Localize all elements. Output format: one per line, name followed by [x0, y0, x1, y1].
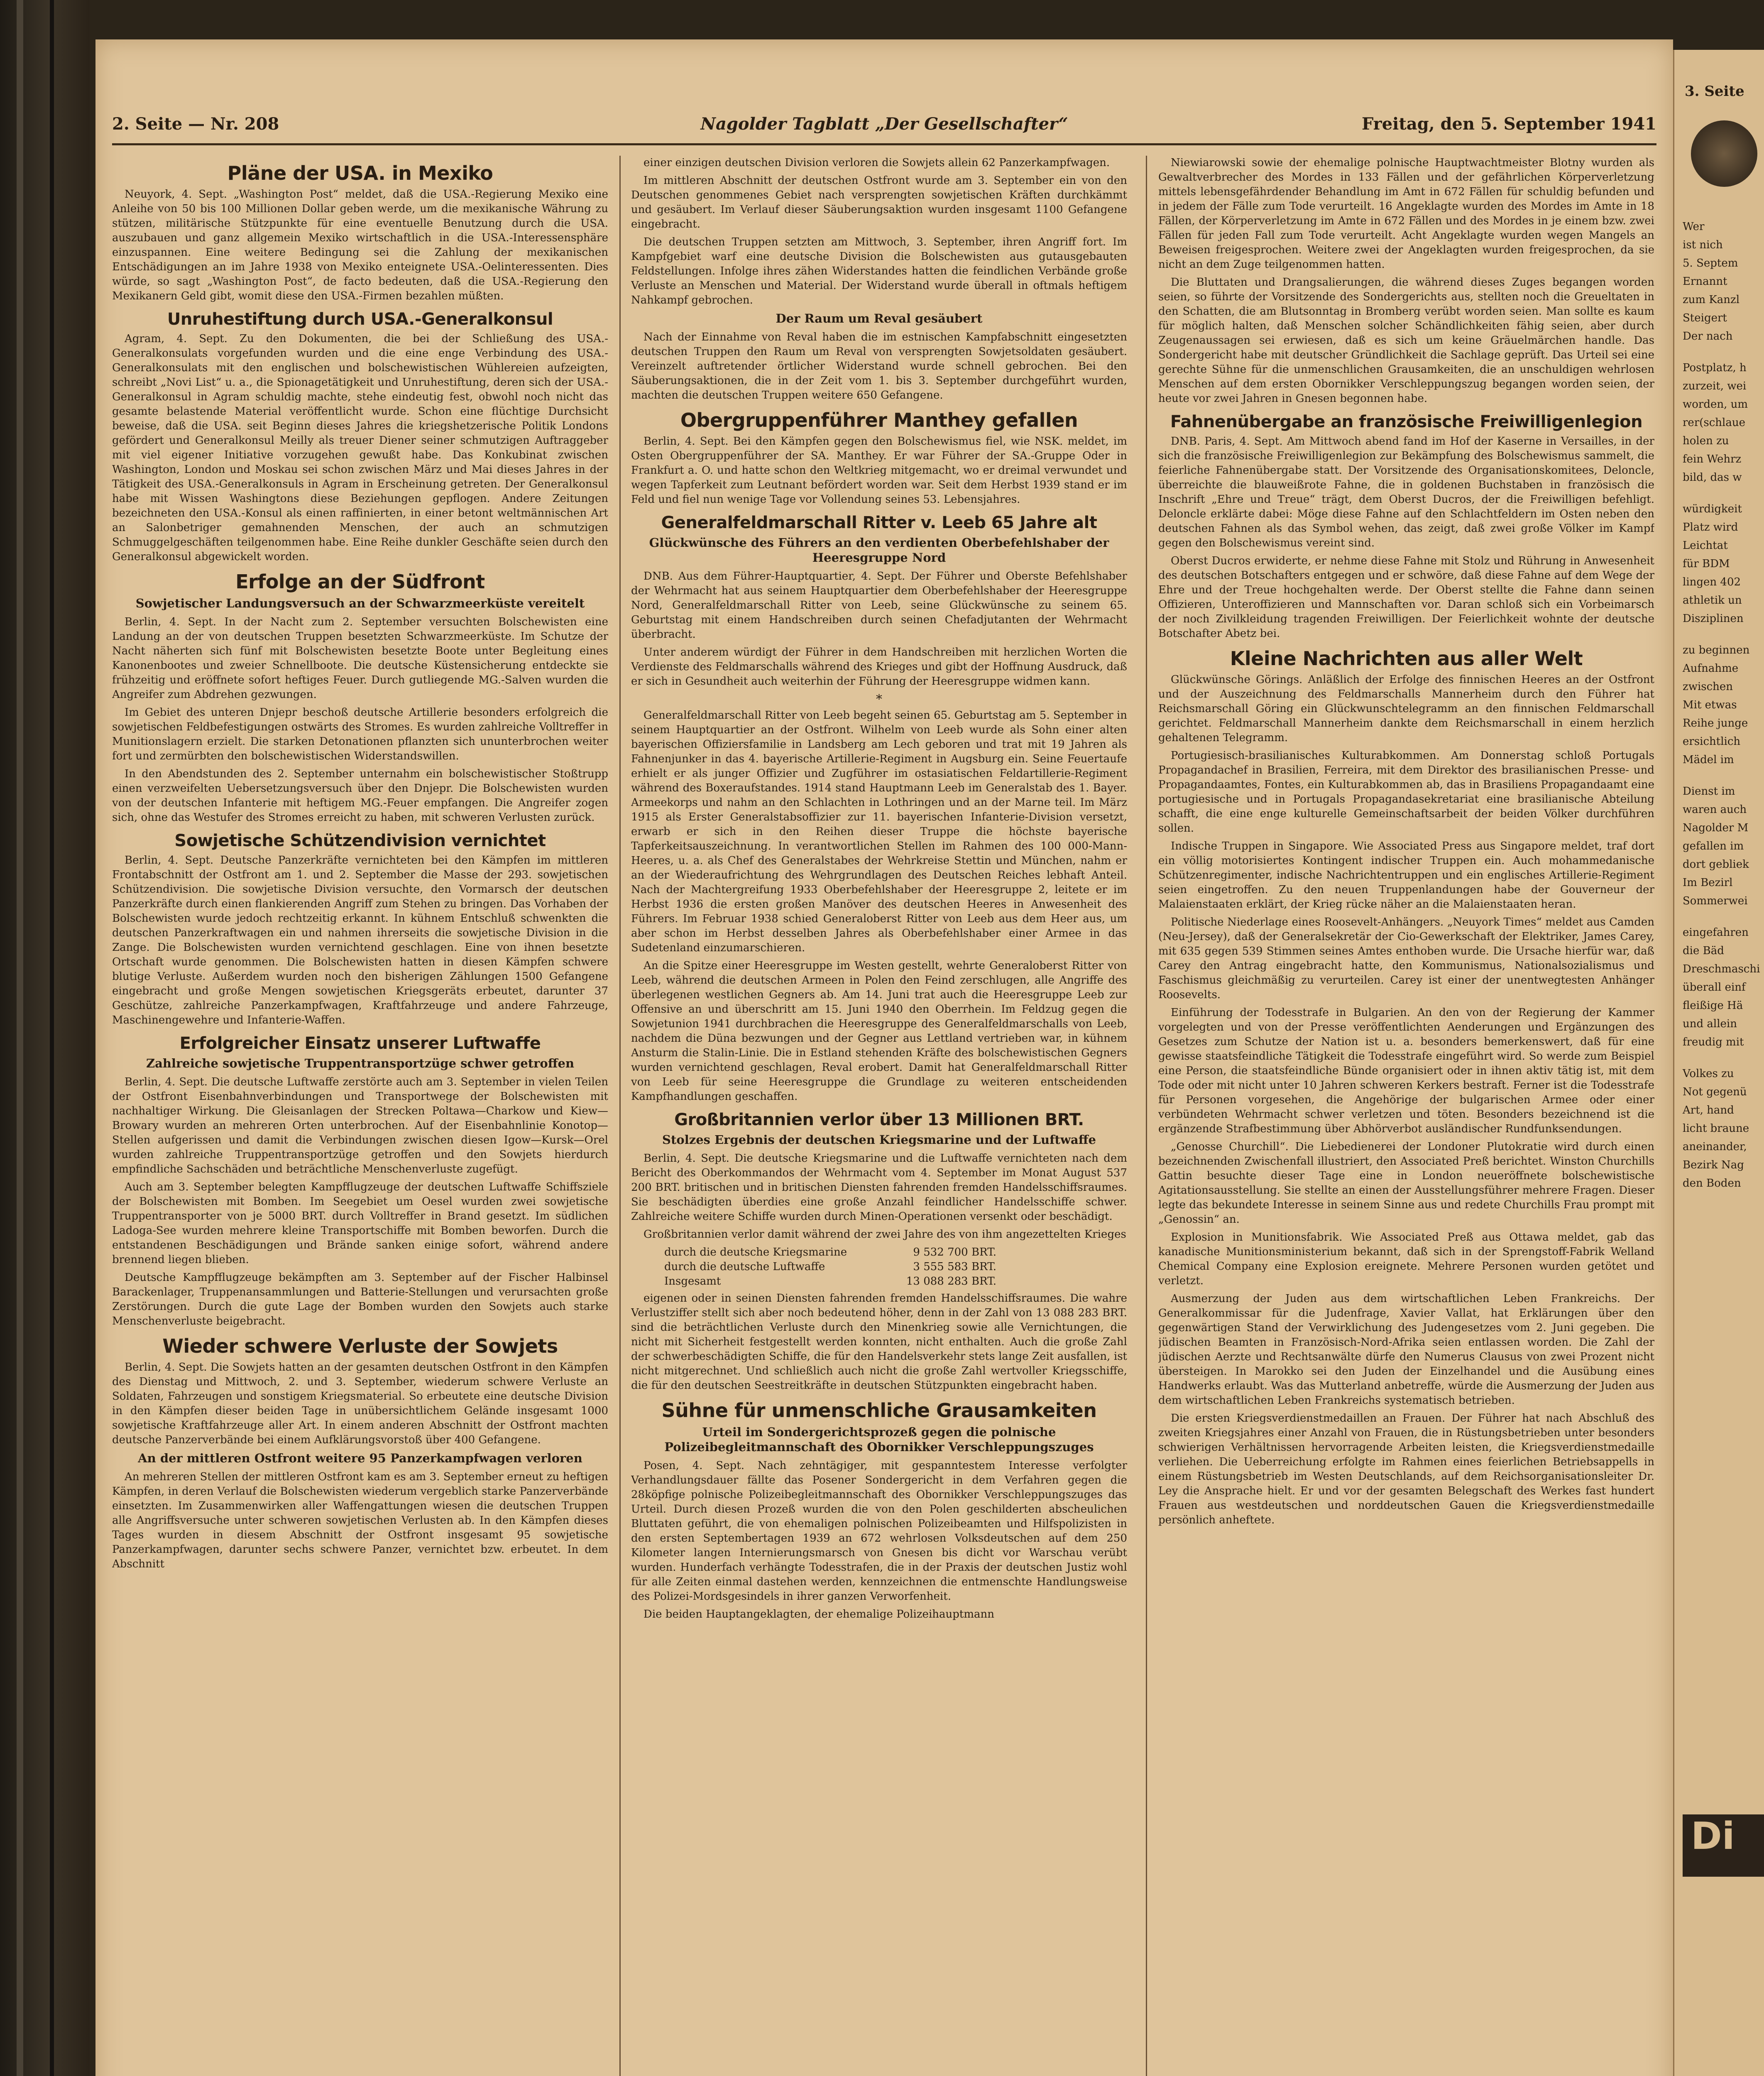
adjacent-page-line: 5. Septem [1683, 257, 1738, 269]
adjacent-page-emblem-image [1691, 120, 1757, 187]
article-paragraph: Einführung der Todesstrafe in Bulgarien. An den von der Regierung der Kammer vorgelegten und von der Presse veröffentlichten Aenderungen und Ergänzungen des Gesetzes zum Schutze der Nation ist u. a. besonders bemerkenswert, daß für eine gewisse staatsfeindliche Tätigkeit die Todesstrafe eingeführt wird. So werde zum Beispiel eine Person, die staatsfeindliche Bünde organisiert oder in ihnen aktiv tätig ist, mit dem Tode oder mit nicht unter 10 Jahren schweren Kerkers bestraft. Ferner ist die Todesstrafe für Personen vorgesehen, die Angehörige der bulgarischen Armee oder einer verbündeten Wehrmacht schwer verletzen und töten. Besonders bezeichnend ist die ergänzende Strafbestimmung über Abhörverbot ausländischer Rundfunksendungen. [1158, 1006, 1654, 1135]
article-headline: Kleine Nachrichten aus aller Welt [1230, 647, 1583, 670]
adjacent-page-text [1674, 216, 1764, 1191]
tonnage-row [664, 1260, 1127, 1274]
adjacent-page-line: gefallen im [1683, 840, 1744, 852]
adjacent-page-line: Steigert [1683, 312, 1727, 324]
adjacent-page-line: Mädel im [1683, 754, 1734, 766]
tonnage-value: 9 532 700 BRT. [913, 1246, 996, 1258]
article-paragraph: Posen, 4. Sept. Nach zehntägiger, mit gespanntestem Interesse verfolgter Verhandlungsdauer fällte das Posener Sondergericht in dem Verfahren gegen die 28köpfige polnische Polizeibegleitmannschaft des Obornikker Verschleppungszuges das Urteil. Durch diesen Prozeß wurden die von den Polen geschilderten abscheulichen Bluttaten geführt, die von ehemaligen polnischen Polizeibeamten und Hilfspolizisten in den ersten Septembertagen 1939 an 672 wehrlosen Volksdeutschen auf dem 250 Kilometer langen Internierungsmarsch von Gnesen bis dicht vor Warschau verübt wurden. Hunderfach verhängte Todesstrafen, die in der Praxis der deutschen Justiz wohl für alle Zeiten einmal dastehen werden, kennzeichnen die entmenschte Handlungsweise des Polizei-Mordsgesindels in ihrer ganzen Verworfenheit. [631, 1459, 1127, 1603]
article-paragraph: Indische Truppen in Singapore. Wie Associated Press aus Singapore meldet, traf dort ein völlig motorisiertes Kontingent indischer Truppen ein. Auch mohammedanische Schützenregimenter, indische Nachrichtentruppen und ein englisches Artillerie-Regiment seien eingetroffen. Zu den neuen Truppenlandungen habe der Gouverneur der Malaienstaaten erklärt, der Krieg rücke näher an die Malaienstaaten heran. [1158, 840, 1654, 911]
article-paragraph: Die ersten Kriegsverdienstmedaillen an Frauen. Der Führer hat nach Abschluß des zweiten Kriegsjahres einer Anzahl von Frauen, die in Rüstungsbetrieben unter besonders schwierigen Verhältnissen hervorragende Arbeiten leisten, die Kriegsverdienstmedaille verliehen. Die Ueberreichung erfolgte im Rahmen eines feierlichen Betriebsappells in einem Rüstungsbetrieb im Westen Deutschlands, auf dem Reichsorganisationsleiter Dr. Ley die Ansprache hielt. Er und vor der gesamten Belegschaft des Werkes fast hundert Frauen aus westdeutschen und norddeutschen Gauen die Kriegsverdienstmedaille persönlich anheftete. [1158, 1412, 1654, 1526]
adjacent-page-ad: Di [1683, 1814, 1764, 1877]
article-paragraph: Agram, 4. Sept. Zu den Dokumenten, die bei der Schließung des USA.-Generalkonsulats vorgefunden wurden und die eine enge Verbindung des USA.-Generalkonsulats mit den englischen und bolschewistischen Wühlereien aufzeigten, schreibt „Novi List“ u. a., die Spionagetätigkeit und Unruhestiftung, deren sich der USA.-Generalkonsul in Agram schuldig machte, stehe eindeutig fest, obwohl noch nicht das gesamte belastende Material veröffentlicht wurde. Schon eine flüchtige Durchsicht beweise, daß die USA. seit Beginn dieses Jahres die kriegshetzerische Politik Londons gefördert und Generalkonsul Meilly als treuer Diener seiner schmutzigen Auftraggeber mit viel eigener Initiative vorzugehen gewußt habe. Das Konkubinat zwischen Washington, London und Moskau sei schon zwischen März und Mai dieses Jahres in der Tätigkeit des USA.-Generalkonsuls in Agram in Erscheinung getreten. Der Generalkonsul habe mit Wissen Washingtons diese Beziehungen gepflogen. Andere Zeitungen bezeichneten den USA.-Konsul als einen raffinierten, in einer betont weltmännischen Art an Salonbetriger gemahnenden Menschen, der auch an schmutzigen Schmuggelgeschäften teilgenommen habe. Eine Reihe dunkler Geschäfte seien durch den Generalkonsul abgewickelt worden. [112, 333, 608, 563]
article-paragraph: Ausmerzung der Juden aus dem wirtschaftlichen Leben Frankreichs. Der Generalkommissar für die Judenfrage, Xavier Vallat, hat Erklärungen über den gegenwärtigen Stand der Verwirklichung des Judengesetzes vom 2. Juni gegeben. Die jüdischen Beamten in Französisch-Nord-Afrika seien entlassen worden. Die Zahl der jüdischen Aerzte und Rechtsanwälte dürfe den Numerus Clausus von zwei Prozent nicht übersteigen. In Marokko sei den Juden der Einzelhandel und die Ausübung eines Handwerks erlaubt. Was das Mutterland anbetreffe, würde die Ausmerzung der Juden aus dem wirtschaftlichen Leben Frankreichs systematisch betrieben. [1158, 1293, 1654, 1407]
article-paragraph: An die Spitze einer Heeresgruppe im Westen gestellt, wehrte Generaloberst Ritter von Leeb, während die deutschen Armeen in Polen den Feind zerschlugen, alle Angriffe des überlegenen westlichen Gegners ab. Am 14. Juni trat auch die Heeresgruppe Leeb zur Offensive an und überschritt am 15. Juni 1940 den Oberrhein. Im Feldzug gegen die Sowjetunion 1941 durchbrachen die Heeresgruppe des Generalfeldmarschalls von Leeb, nachdem die Düna bezwungen und der Gegner aus Lettland vertrieben war, in kühnem Ansturm die Stalin-Linie. Die in Estland stehenden Kräfte des bolschewistischen Gegners wurden vernichtend geschlagen, Reval erobert. Damit hat Generalfeldmarschall Ritter von Leeb für seine Heeresgruppe die Grundlage zu weiteren entscheidenden Kampfhandlungen geschaffen. [631, 960, 1127, 1103]
page-header [112, 110, 1656, 139]
adjacent-page-line: Reihe junge [1683, 717, 1748, 730]
column-divider [1146, 156, 1147, 2076]
article-paragraph: Im mittleren Abschnitt der deutschen Ostfront wurde am 3. September ein von den Deutschen genommenes Gebiet nach versprengten sowjetischen Kräften durchkämmt und gesäubert. Im Verlauf dieser Säuberungsaktion wurden insgesamt 1100 Gefangene eingebracht. [631, 174, 1127, 230]
adjacent-page-line: freudig mit [1683, 1036, 1744, 1048]
article-subheadline: Glückwünsche des Führers an den verdienten Oberbefehlshaber der Heeresgruppe Nord [649, 536, 1109, 565]
adjacent-page-line: zwischen [1683, 681, 1733, 693]
page-number: 2. Seite — Nr. 208 [112, 114, 279, 134]
adjacent-page-line: Wer [1683, 220, 1705, 233]
adjacent-page-line: fein Wehrz [1683, 453, 1742, 465]
article-headline: Generalfeldmarschall Ritter v. Leeb 65 Jahre alt [661, 513, 1097, 532]
adjacent-page-line: dort gebliek [1683, 858, 1749, 871]
article-paragraph: einer einzigen deutschen Division verloren die Sowjets allein 62 Panzerkampfwagen. [643, 157, 1110, 169]
article-paragraph: In den Abendstunden des 2. September unternahm ein bolschewistischer Stoßtrupp einen verzweifelten Uebersetzungsversuch über den Dnjepr. Die Bolschewisten wurden von der deutschen Infanterie mit heftigem MG.-Feuer empfangen. Die Angreifer zogen sich, ohne das Westufer des Stromes erreicht zu haben, mit schweren Verlusten zurück. [112, 768, 608, 824]
article-subheadline: Sowjetischer Landungsversuch an der Schwarzmeerküste vereitelt [135, 596, 585, 610]
adjacent-page-line: aneinander, [1683, 1141, 1747, 1153]
adjacent-page-line: überall einf [1683, 981, 1746, 994]
adjacent-page-line: für BDM [1683, 558, 1730, 570]
article-paragraph: Niewiarowski sowie der ehemalige polnische Hauptwachtmeister Blotny wurden als Gewaltverbrecher des Mordes in 133 Fällen und der gefährlichen Körperverletzung mittels lebensgefährdender Behandlung im Amt in 672 Fällen für schuldig befunden und in jedem der Fälle zum Tode verurteilt. 16 Angeklagte wurden des Mordes im Amte in 18 Fällen, der Körperverletzung im Amte in 672 Fällen und des Mordes in je einem bzw. zwei Fällen für jeden Fall zum Tode verurteilt. Acht Angeklagte wurden wegen Mangels an Beweisen freigesprochen. Weitere zwei der Angeklagten wurden freigesprochen, da sie nicht an dem Zuge teilgenommen hatten. [1158, 157, 1654, 271]
adjacent-page-line: Nagolder M [1683, 822, 1749, 834]
adjacent-page [1673, 50, 1764, 2076]
tonnage-value: 13 088 283 BRT. [906, 1275, 996, 1288]
article-paragraph: Berlin, 4. Sept. In der Nacht zum 2. September versuchten Bolschewisten eine Landung an der von deutschen Truppen besetzten Schwarzmeerküste. Im Schutze der Nacht näherten sich fünf mit Bolschewisten besetzte Boote unter Begleitung eines Kanonenbootes und zweier Schnellboote. Die deutsche Küstensicherung entdeckte sie frühzeitig und eröffnete sofort heftiges Feuer. Durch gutliegende MG.-Salven wurden die Angreifer zum Abdrehen gezwungen. [112, 616, 608, 701]
adjacent-page-line: Sommerwei [1683, 895, 1748, 907]
column-divider [619, 156, 621, 2076]
article-subheadline: Der Raum um Reval gesäubert [776, 311, 983, 326]
issue-date: Freitag, den 5. September 1941 [1361, 114, 1656, 134]
article-subheadline: An der mittleren Ostfront weitere 95 Panzerkampfwagen verloren [138, 1451, 582, 1465]
header-rule [112, 143, 1656, 145]
article-paragraph: Im Gebiet des unteren Dnjepr beschoß deutsche Artillerie besonders erfolgreich die sowjetischen Feldbefestigungen ostwärts des Stromes. Es wurden zahlreiche Volltreffer in Munitionslagern erzielt. Die starken Detonationen pflanzten sich ununterbrochen weiter fort und zermürbten den bolschewistischen Widerstandswillen. [112, 706, 608, 762]
article-paragraph: Die beiden Hauptangeklagten, der ehemalige Polizeihauptmann [643, 1608, 994, 1621]
article-subheadline: Zahlreiche sowjetische Truppentransportzüge schwer getroffen [146, 1056, 575, 1070]
article-subheadline: Stolzes Ergebnis der deutschen Kriegsmarine und der Luftwaffe [662, 1133, 1096, 1147]
adjacent-page-line: Der nach [1683, 330, 1733, 343]
adjacent-page-line: zum Kanzl [1683, 294, 1740, 306]
adjacent-page-line: Im Bezirl [1683, 876, 1733, 889]
article-paragraph: Portugiesisch-brasilianisches Kulturabkommen. Am Donnerstag schloß Portugals Propagandachef in Brasilien, Ferreira, mit dem Direktor des brasilianischen Presse- und Propagandaamtes, Fontes, ein Kulturabkommen ab, das in Brasiliens Propagandaamt eine portugiesische und in Portugals Propagandasekretariat eine brasilianische Abteilung schafft, die eine enge kulturelle Gemeinschaftsarbeit der beiden Völker durchführen sollen. [1158, 749, 1654, 835]
adjacent-page-line: Volkes zu [1683, 1067, 1734, 1080]
article-headline: Erfolgreicher Einsatz unserer Luftwaffe [179, 1034, 541, 1053]
adjacent-page-line: ist nich [1683, 239, 1723, 251]
adjacent-page-line: Leichtat [1683, 539, 1728, 552]
article-headline: Wieder schwere Verluste der Sowjets [162, 1335, 558, 1357]
tonnage-table [664, 1245, 1127, 1289]
article-paragraph: Generalfeldmarschall Ritter von Leeb begeht seinen 65. Geburtstag am 5. September in seinem Hauptquartier an der Ostfront. Wilhelm von Leeb wurde als Sohn einer alten bayerischen Offiziersfamilie in Landsberg am Lech geboren und trat mit 19 Jahren als Fahnenjunker in das 4. bayerische Artillerie-Regiment in Augsburg ein. Seine Feuertaufe erhielt er als junger Offizier und Zugführer im ostasiatischen Feldartillerie-Regiment während des Boxeraufstandes. 1914 stand Hauptmann Leeb im Generalstab des 1. Bayer. Armeekorps und nahm an den Schlachten in Lothringen und an der Marne teil. Im März 1915 als Erster Generalstabsoffizier zur 11. bayerischen Infanterie-Division versetzt, erwarb er sich in den Reihen dieser Truppe die höchste bayerische Tapferkeitsauszeichnung. In verantwortlichen Stellen im Rahmen des 100 000-Mann-Heeres, u. a. als Chef des Generalstabes der Wehrkreise Stettin und München, nahm er an der Wiederaufrichtung des Wehrgrundlagen des Deutschen Reiches lebhaft Anteil. Nach der Machtergreifung 1933 Oberbefehlshaber der Heeresgruppe 2, leitete er im Herbst 1936 die ersten großen Manöver des deutschen Heeres in Anwesenheit des Führers. Im Februar 1938 schied Generaloberst Ritter von Leeb aus dem Heer aus, um aber schon im Herbst desselben Jahres als Oberbefehlshaber einer Armee in das Sudetenland einzumarschieren. [631, 709, 1127, 954]
column-3 [1158, 156, 1654, 2076]
article-paragraph: Großbritannien verlor damit während der zwei Jahre des von ihm angezettelten Krieges [643, 1228, 1126, 1241]
article-headline: Großbritannien verlor über 13 Millionen BRT. [674, 1110, 1084, 1129]
article-paragraph: Politische Niederlage eines Roosevelt-Anhängers. „Neuyork Times“ meldet aus Camden (Neu-Jersey), daß der Generalsekretär der Cio-Gewerkschaft der Elektriker, James Carey, mit 635 gegen 539 Stimmen seines Amtes enthoben wurde. Die Ursache hierfür war, daß Carey den Antrag eingebracht hatte, den Kommunismus, Nationalsozialismus und Faschismus gleichmäßig zu verurteilen. Carey ist einer der unentwegtesten Anhänger Roosevelts. [1158, 916, 1654, 1001]
article-paragraph: Berlin, 4. Sept. Bei den Kämpfen gegen den Bolschewismus fiel, wie NSK. meldet, im Osten Obergruppenführer der SA. Manthey. Er war Führer der SA.-Gruppe Oder in Frankfurt a. O. und hatte schon den Weltkrieg mitgemacht, wo er dreimal verwundet und wegen Tapferkeit zum Leutnant befördert worden war. Seit dem Herbst 1939 stand er im Feld und fiel nun wenige Tage vor Vollendung seines 53. Lebensjahres. [631, 435, 1127, 506]
article-headline: Fahnenübergabe an französische Freiwilligenlegion [1170, 412, 1643, 431]
adjacent-page-line: würdigkeit [1683, 503, 1742, 515]
tonnage-value: 3 555 583 BRT. [913, 1261, 996, 1273]
article-paragraph: Unter anderem würdigt der Führer in dem Handschreiben mit herzlichen Worten die Verdienste des Feldmarschalls während des Krieges und gibt der Hoffnung Ausdruck, daß er sich in Gesundheit auch weiterhin der Führung der Heeresgruppe widmen kann. [631, 646, 1127, 688]
adjacent-page-line: zu beginnen [1683, 644, 1750, 656]
article-subheadline: Urteil im Sondergerichtsprozeß gegen die polnische Polizeibegleitmannschaft des Obornikker Verschleppungszuges [664, 1425, 1094, 1454]
article-paragraph: Die deutschen Truppen setzten am Mittwoch, 3. September, ihren Angriff fort. Im Kampfgebiet warf eine deutsche Division die Bolschewisten aus gutausgebauten Feldstellungen. Infolge ihres zähen Widerstandes hatten die feindlichen Verbände große Verluste an Menschen und Material. Der Widerstand wurde überall in oftmals heftigem Nahkampf gebrochen. [631, 236, 1127, 306]
adjacent-page-line: rer(schlaue [1683, 416, 1745, 429]
adjacent-page-line: Dreschmaschi [1683, 963, 1760, 975]
adjacent-page-line: Platz wird [1683, 521, 1738, 534]
adjacent-page-line: Not gegenü [1683, 1086, 1747, 1098]
column-2 [631, 156, 1127, 2076]
adjacent-page-line: Bezirk Nag [1683, 1159, 1744, 1171]
masthead: Nagolder Tagblatt „Der Gesellschafter“ [700, 114, 1068, 134]
adjacent-page-line: bild, das w [1683, 471, 1742, 484]
adjacent-page-line: Disziplinen [1683, 612, 1744, 625]
article-headline: Unruhestiftung durch USA.-Generalkonsul [167, 310, 553, 329]
tonnage-label: durch die deutsche Kriegsmarine [664, 1246, 847, 1258]
adjacent-page-line: und allein [1683, 1018, 1737, 1030]
book-binding [0, 0, 89, 2076]
article-paragraph: DNB. Paris, 4. Sept. Am Mittwoch abend fand im Hof der Kaserne in Versailles, in der sich die französische Freiwilligenlegion zur Bekämpfung des Bolschewismus sammelt, die feierliche Fahnenübergabe statt. Der Vorsitzende des Organisationskomitees, Deloncle, überreichte die blauweißrote Fahne, die in goldenen Buchstaben in französisch die Inschrift „Ehre und Treue“ trägt, dem Oberst Ducros, der die Freiwilligen befehligt. Deloncle erklärte dabei: Möge diese Fahne auf den Schlachtfeldern im Osten neben den deutschen Fahnen als das Symbol wehen, das zeigt, daß zwei große Völker im Kampf gegen den Bolschewismus vereint sind. [1158, 435, 1654, 549]
article-paragraph: An mehreren Stellen der mittleren Ostfront kam es am 3. September erneut zu heftigen Kämpfen, in deren Verlauf die Bolschewisten wiederum vergeblich starke Panzerverbände einsetzten. Im Zusammenwirken aller Waffengattungen wiesen die deutschen Truppen alle Angriffsversuche unter schweren sowjetischen Verlusten ab. In den Kämpfen dieses Tages wurden in diesem Abschnitt der Ostfront insgesamt 95 sowjetische Panzerkampfwagen, darunter sechs schwere Panzer, vernichtet bzw. erbeutet. In dem Abschnitt [112, 1471, 608, 1570]
article-headline: Pläne der USA. in Mexiko [227, 162, 493, 184]
article-paragraph: „Genosse Churchill“. Die Liebedienerei der Londoner Plutokratie wird durch einen bezeichnenden Zwischenfall illustriert, den Associated Preß berichtet. Winston Churchills Gattin besuchte dieser Tage eine in London neueröffnete bolschewistische Agitationsausstellung. Sie stellte an einen der Ausstellungsführer mehrere Fragen. Dieser legte das bekundete Interesse in seinem Sinne aus und redete Churchills Frau prompt mit „Genossin“ an. [1158, 1141, 1654, 1226]
article-paragraph: Auch am 3. September belegten Kampfflugzeuge der deutschen Luftwaffe Schiffsziele der Bolschewisten mit Bomben. Im Seegebiet um Oesel wurden zwei sowjetische Truppentransporter von je 5000 BRT. durch Volltreffer in Brand gesetzt. Im südlichen Ladoga-See wurden mehrere kleine Transportschiffe mit Bomben beworfen. Durch die entstandenen Beschädigungen und Brände sanken einige sofort, während andere brennend liegen blieben. [112, 1181, 608, 1266]
article-paragraph: Oberst Ducros erwiderte, er nehme diese Fahne mit Stolz und Rührung in Anwesenheit des deutschen Botschafters entgegen und er schwöre, daß diese Fahne auf dem Wege der Ehre und der Treue hochgehalten werde. Der Oberst stellte die Fahne dann seinen Offizieren, Unteroffizieren und Mannschaften vor. Daran schloß sich ein Vorbeimarsch der noch Zivilkleidung tragenden Freiwilligen. Der Feierlichkeit wohnte der deutsche Botschafter Abetz bei. [1158, 555, 1654, 640]
newspaper-page [95, 39, 1673, 2076]
binding-band [17, 0, 23, 2076]
adjacent-page-line: holen zu [1683, 435, 1729, 447]
article-paragraph: Berlin, 4. Sept. Deutsche Panzerkräfte vernichteten bei den Kämpfen im mittleren Frontabschnitt der Ostfront am 1. und 2. September die Masse der 293. sowjetischen Schützendivision. Die sowjetische Division versuchte, den Vormarsch der deutschen Panzerkräfte durch einen flankierenden Angriff zum Stehen zu bringen. Das Vorhaben der Bolschewisten wurde jedoch rechtzeitig erkannt. In kühnem Entschluß schwenkten die deutschen Panzerkraftwagen ein und nahmen ihrerseits die sowjetische Division in die Zange. Die Bolschewisten wurden vernichtend geschlagen. Eine von ihnen besetzte Ortschaft wurde genommen. Die Bolschewisten hatten in diesen Kämpfen schwere blutige Verluste. Außerdem wurden noch den bisherigen Zählungen 1500 Gefangene eingebracht und große Mengen sowjetischen Kriegsgeräts erbeutet, darunter 37 Geschütze, zahlreiche Panzerkampfwagen, Kraftfahrzeuge und andere Fahrzeuge, Maschinengewehre und Infanterie-Waffen. [112, 854, 608, 1026]
adjacent-page-line: fleißige Hä [1683, 999, 1743, 1012]
adjacent-page-line: Art, hand [1683, 1104, 1734, 1116]
adjacent-page-line: licht braune [1683, 1122, 1749, 1135]
article-paragraph: Berlin, 4. Sept. Die deutsche Kriegsmarine und die Luftwaffe vernichteten nach dem Bericht des Oberkommandos der Wehrmacht vom 4. September im Monat August 537 200 BRT. britischen und in britischen Diensten fahrenden fremden Handelsschiffsraumes. Sie beschädigten überdies eine große Anzahl feindlicher Handelsschiffe schwer. Zahlreiche weitere Schiffe wurden durch Minen-Operationen versenkt oder beschädigt. [631, 1152, 1127, 1223]
article-paragraph: Glückwünsche Görings. Anläßlich der Erfolge des finnischen Heeres an der Ostfront und der Auszeichnung des Feldmarschalls Mannerheim durch den Führer hat Reichsmarschall Göring ein Glückwunschtelegramm an den finnischen Feldmarschall gerichtet. Feldmarschall Mannerheim dankte dem Reichsmarschall in einem herzlich gehaltenen Telegramm. [1158, 673, 1654, 744]
adjacent-page-line: athletik un [1683, 594, 1742, 607]
adjacent-page-line: Dienst im [1683, 785, 1735, 798]
article-paragraph: Berlin, 4. Sept. Die Sowjets hatten an der gesamten deutschen Ostfront in den Kämpfen des Dienstag und Mittwoch, 2. und 3. September, wiederum schwere Verluste an Soldaten, Fahrzeugen und sonstigem Kriegsmaterial. So erbeutete eine deutsche Division in den Kämpfen dieser beiden Tage in unübersichtlichem Gelände insgesamt 1000 sowjetische Kraftfahrzeuge aller Art. In einem anderen Abschnitt der Ostfront machten deutsche Panzerverbände bei einem Aufklärungsvorstoß über 400 Gefangene. [112, 1361, 608, 1446]
article-headline: Erfolge an der Südfront [235, 570, 485, 593]
adjacent-page-line: Ernannt [1683, 275, 1727, 288]
adjacent-page-line: zurzeit, wei [1683, 380, 1747, 392]
adjacent-page-line: ersichtlich [1683, 735, 1741, 748]
adjacent-page-line: den Boden [1683, 1177, 1741, 1190]
article-paragraph: Neuyork, 4. Sept. „Washington Post“ meldet, daß die USA.-Regierung Mexiko eine Anleihe von 50 bis 100 Millionen Dollar geben werde, um die mexikanische Währung zu stützen, militärische Stützpunkte für eine eventuelle Benutzung durch die USA. auszubauen und ganz allgemein Mexiko wirtschaftlich in die USA.-Interessensphäre einzuspannen. Eine weitere Bedingung sei die Zahlung der mexikanischen Entschädigungen an im Jahre 1938 von Mexiko enteignete USA.-Oelinteressenten. Dies würde, so sagt „Washington Post“, de facto bedeuten, daß die USA.-Regierung den Mexikanern Geld gibt, womit diese den USA.-Firmen bezahlen müßten. [112, 188, 608, 302]
article-paragraph: DNB. Aus dem Führer-Hauptquartier, 4. Sept. Der Führer und Oberste Befehlshaber der Wehrmacht hat aus seinem Hauptquartier dem Oberbefehlshaber der Heeresgruppe Nord, Generalfeldmarschall Ritter von Leeb, seine Glückwünsche zu seinem 65. Geburtstag mit einem Handschreiben durch seinen Chefadjutanten der Wehrmacht überbracht. [631, 570, 1127, 641]
adjacent-page-line: lingen 402 [1683, 576, 1741, 588]
article-paragraph: Die Bluttaten und Drangsalierungen, die während dieses Zuges begangen worden seien, so führte der Vorsitzende des Sondergerichts aus, stellten noch die Greueltaten in den Schatten, die am Blutsonntag in Bromberg verübt worden seien. Man sollte es kaum für möglich halten, daß Menschen solcher Schändlichkeiten fähig seien, aber durch Zeugenaussagen sei erwiesen, daß es sich um keine Gräuelmärchen handle. Das Sondergericht habe mit deutscher Gründlichkeit die Sachlage geprüft. Das Urteil sei eine gerechte Sühne für die unmenschlichen Grausamkeiten, die an unschuldigen wehrlosen Menschen auf dem ersten Obornikker Verschleppungszug begangen worden seien, der heute vor zwei Jahren in Gnesen begonnen habe. [1158, 276, 1654, 405]
adjacent-page-line: waren auch [1683, 803, 1747, 816]
adjacent-page-line: die Bäd [1683, 945, 1724, 957]
adjacent-page-line: Mit etwas [1683, 699, 1737, 711]
column-1 [112, 156, 608, 2076]
article-paragraph: Berlin, 4. Sept. Die deutsche Luftwaffe zerstörte auch am 3. September in vielen Teilen der Ostfront Eisenbahnverbindungen und Transportwege der Bolschewisten mit nachhaltiger Wirkung. Die Gleisanlagen der Strecken Poltawa—Charkow und Kiew—Browary wurden an mehreren Orten unterbrochen. Auf der Eisenbahnlinie Konotop—Stellen aufgerissen und damit die Verbindungen zwischen diesen Igow—Kursk—Orel wurden zahlreiche Truppentransportzüge getroffen und den Sowjets hierdurch empfindliche Sachschäden und beträchtliche Menschenverluste zugefügt. [112, 1076, 608, 1175]
tonnage-label: durch die deutsche Luftwaffe [664, 1261, 825, 1273]
adjacent-page-line: worden, um [1683, 398, 1748, 411]
article-paragraph: Deutsche Kampfflugzeuge bekämpften am 3. September auf der Fischer Halbinsel Barackenlager, Truppenansammlungen und Batterie-Stellungen und verursachten große Zerstörungen. Durch die gute Lage der Bomben wurden den Sowjets auch starke Menschenverluste beigebracht. [112, 1271, 608, 1327]
article-headline: Sowjetische Schützendivision vernichtet [174, 831, 546, 850]
article-paragraph: Explosion in Munitionsfabrik. Wie Associated Preß aus Ottawa meldet, gab das kanadische Munitionsministerium bekannt, daß sich in der Sprengstoff-Fabrik Welland Chemical Company eine Explosion ereignete. Mehrere Personen wurden getötet und verletzt. [1158, 1231, 1654, 1287]
tonnage-label: Insgesamt [664, 1275, 721, 1288]
adjacent-page-number: 3. Seite [1685, 83, 1744, 100]
article-paragraph: Nach der Einnahme von Reval haben die im estnischen Kampfabschnitt eingesetzten deutschen Truppen den Raum um Reval von versprengten Sowjetsoldaten gesäubert. Vereinzelt auftretender örtlicher Widerstand wurde schnell gebrochen. Bei den Säuberungsaktionen, die in der Zeit vom 1. bis 3. September durchgeführt wurden, machten die deutschen Truppen weitere 650 Gefangene. [631, 331, 1127, 401]
article-headline: Sühne für unmenschliche Grausamkeiten [661, 1399, 1097, 1422]
article-paragraph: eigenen oder in seinen Diensten fahrenden fremden Handelsschiffsraumes. Die wahre Verlustziffer stellt sich aber noch bedeutend höher, denn in der Zahl von 13 088 283 BRT. sind die beträchtlichen Verluste durch den Minenkrieg sowie alle Vernichtungen, die nicht mit Sicherheit festgestellt werden konnten, nicht enthalten. Auch die große Zahl der schwerbeschädigten Schiffe, die für den Handelsverkehr stets lange Zeit ausfallen, ist nicht mitgerechnet. Und schließlich auch nicht die große Zahl wertvoller Kriegsschiffe, die für den deutschen Seestreitkräfte in deutschen Stützpunkten eingebracht haben. [631, 1292, 1127, 1392]
tonnage-row [664, 1245, 1127, 1260]
adjacent-page-line: eingefahren [1683, 926, 1749, 939]
tonnage-row [664, 1274, 1127, 1289]
adjacent-page-line: Postplatz, h [1683, 362, 1747, 374]
section-separator: * [876, 692, 882, 707]
adjacent-page-line: Aufnahme [1683, 662, 1739, 675]
binding-band [50, 0, 54, 2076]
article-headline: Obergruppenführer Manthey gefallen [680, 409, 1078, 431]
